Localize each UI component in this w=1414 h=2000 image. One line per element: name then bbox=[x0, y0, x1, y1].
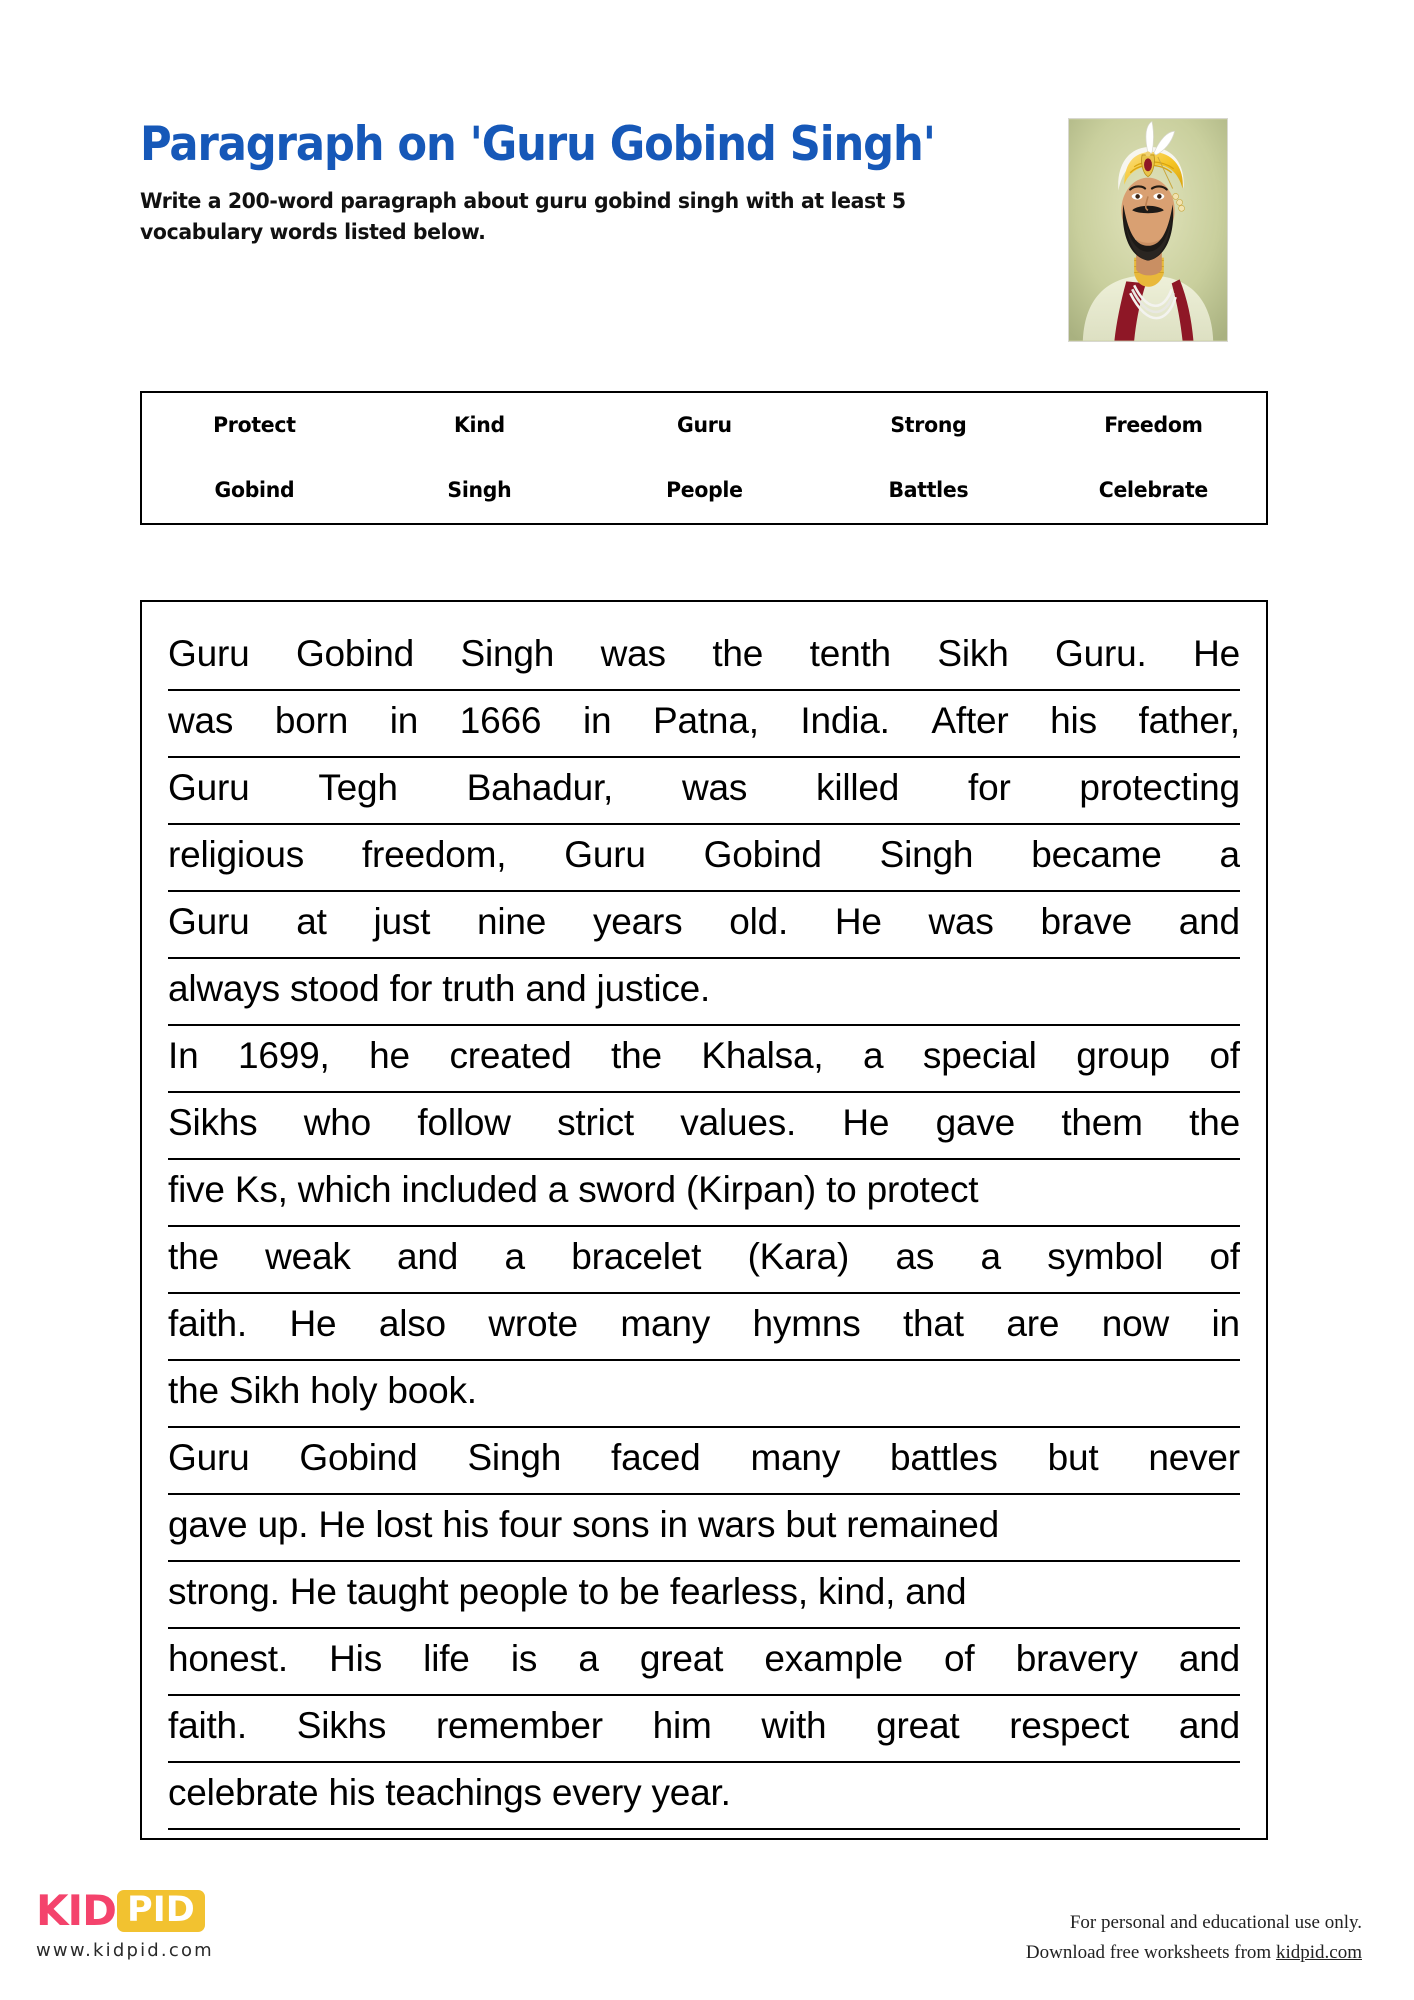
page-instructions: Write a 200-word paragraph about guru gobind singh with at least 5 vocabulary words listed below. bbox=[140, 189, 906, 245]
paragraph-line: faith. He also wrote many hymns that are now in bbox=[168, 1294, 1240, 1361]
paragraph-line: In 1699, he created the Khalsa, a special group of bbox=[168, 1026, 1240, 1093]
paragraph-line: the Sikh holy book. bbox=[168, 1361, 1240, 1428]
download-notice bbox=[1026, 1938, 1362, 1968]
vocabulary-word: Battles bbox=[888, 478, 969, 503]
vocabulary-word: Gobind bbox=[214, 478, 295, 503]
kidpid-logo[interactable] bbox=[36, 1888, 336, 1961]
usage-notice: For personal and educational use only. bbox=[1069, 1912, 1362, 1933]
vocabulary-word: Singh bbox=[447, 478, 512, 503]
paragraph-answer-box[interactable] bbox=[140, 600, 1268, 1840]
vocabulary-word: Strong bbox=[890, 413, 967, 438]
logo-url: www.kidpid.com bbox=[36, 1940, 214, 1961]
paragraph-line: Guru at just nine years old. He was brave and bbox=[168, 892, 1240, 959]
vocabulary-word: Celebrate bbox=[1098, 478, 1209, 503]
vocabulary-word: People bbox=[665, 478, 743, 503]
vocabulary-row bbox=[142, 458, 1266, 523]
paragraph-line: always stood for truth and justice. bbox=[168, 959, 1240, 1026]
logo-kid-text: KID bbox=[36, 1886, 117, 1935]
vocabulary-word: Freedom bbox=[1104, 413, 1203, 438]
vocabulary-word: Protect bbox=[213, 413, 296, 438]
kidpid-link[interactable]: kidpid.com bbox=[1275, 1942, 1362, 1964]
vocabulary-word-bank bbox=[140, 391, 1268, 525]
vocabulary-word: Kind bbox=[453, 413, 505, 438]
paragraph-line: honest. His life is a great example of bravery and bbox=[168, 1629, 1240, 1696]
page-title: Paragraph on 'Guru Gobind Singh' bbox=[140, 117, 935, 172]
paragraph-line: Guru Gobind Singh faced many battles but never bbox=[168, 1428, 1240, 1495]
paragraph-line: Sikhs who follow strict values. He gave them the bbox=[168, 1093, 1240, 1160]
paragraph-line: was born in 1666 in Patna, India. After his father, bbox=[168, 691, 1240, 758]
paragraph-line: faith. Sikhs remember him with great respect and bbox=[168, 1696, 1240, 1763]
paragraph-line: religious freedom, Guru Gobind Singh became a bbox=[168, 825, 1240, 892]
logo-pid-text: PID bbox=[117, 1890, 205, 1932]
download-notice-text: Download free worksheets from bbox=[1025, 1942, 1276, 1964]
paragraph-line: strong. He taught people to be fearless, kind, and bbox=[168, 1562, 1240, 1629]
paragraph-line: Guru Gobind Singh was the tenth Sikh Guru. He bbox=[168, 624, 1240, 691]
paragraph-line: gave up. He lost his four sons in wars but remained bbox=[168, 1495, 1240, 1562]
vocabulary-word: Guru bbox=[676, 413, 732, 438]
paragraph-line: celebrate his teachings every year. bbox=[168, 1763, 1240, 1830]
guru-gobind-singh-portrait bbox=[1068, 118, 1228, 342]
paragraph-line: five Ks, which included a sword (Kirpan) to protect bbox=[168, 1160, 1240, 1227]
vocabulary-row bbox=[142, 393, 1266, 458]
worksheet-header bbox=[140, 117, 1070, 248]
paragraph-line: Guru Tegh Bahadur, was killed for protecting bbox=[168, 758, 1240, 825]
paragraph-line: the weak and a bracelet (Kara) as a symbol of bbox=[168, 1227, 1240, 1294]
footer-notice bbox=[1026, 1908, 1362, 1969]
